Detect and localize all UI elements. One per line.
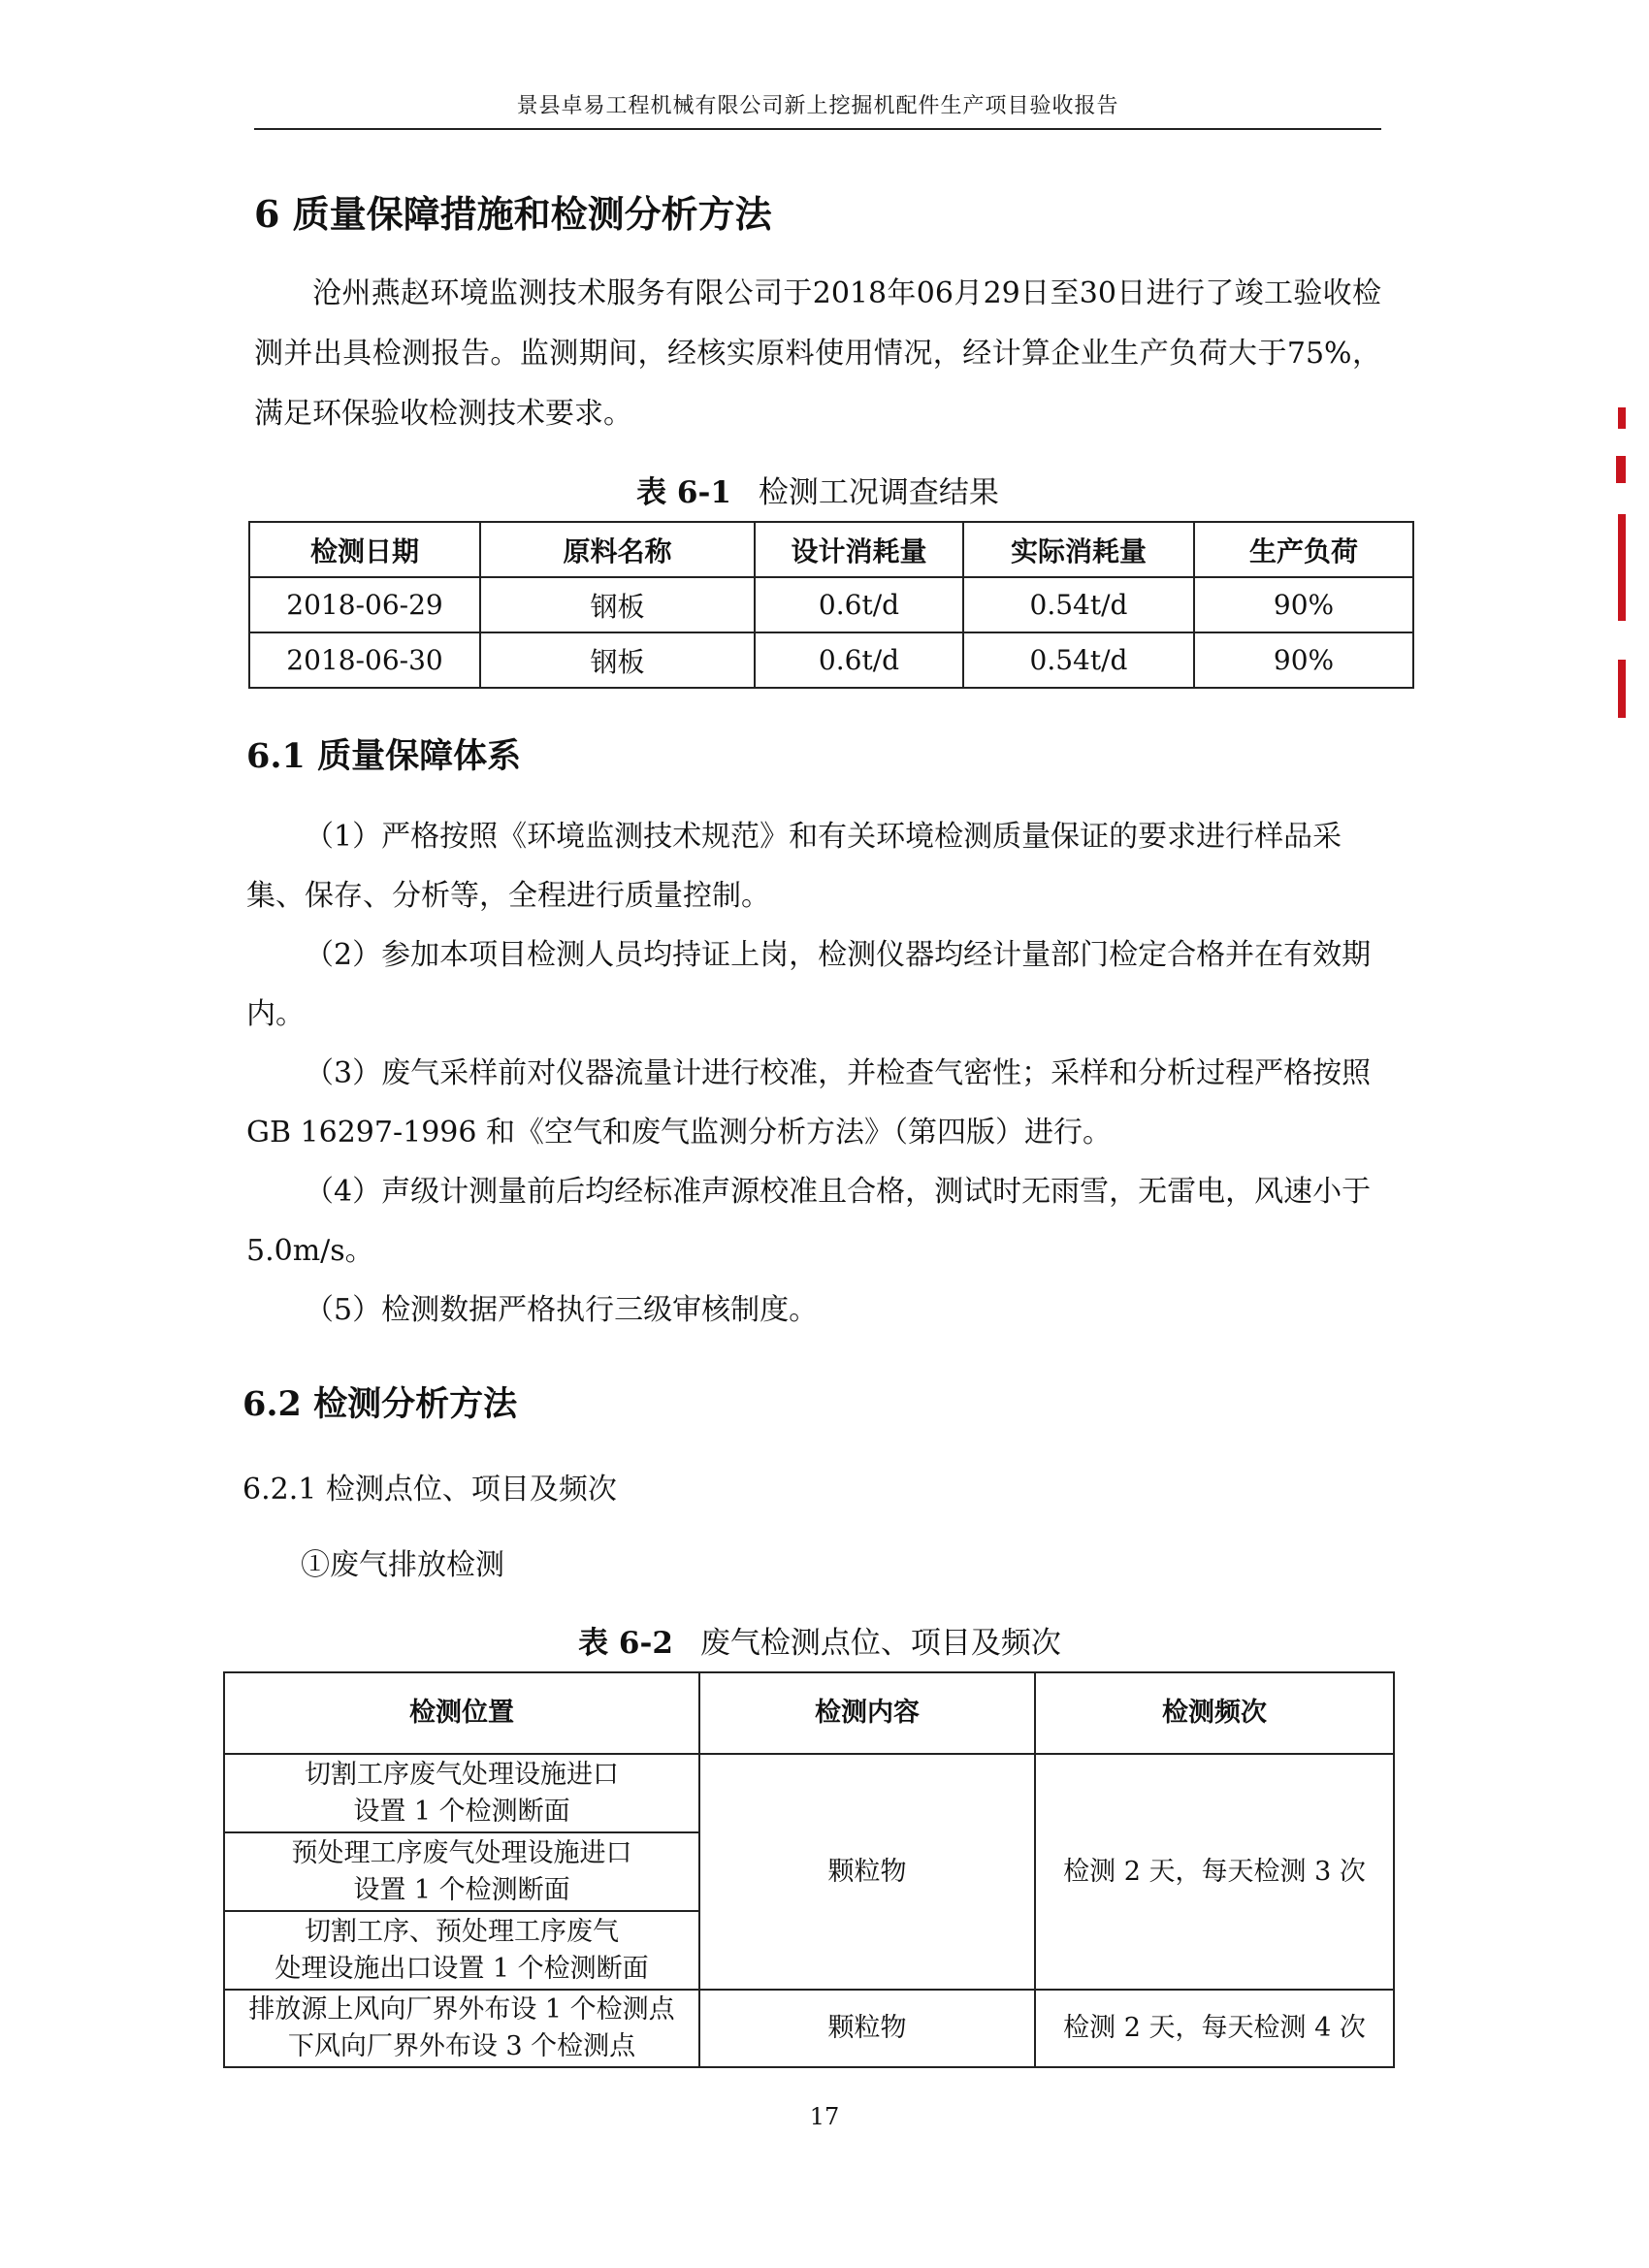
table-cell-frequency: 检测 2 天，每天检测 4 次: [1035, 1990, 1394, 2067]
position-line: 预处理工序废气处理设施进口: [291, 1837, 632, 1868]
table-row: [249, 632, 1413, 688]
table-6-1-number: 表 6-1: [636, 475, 731, 510]
table-cell-frequency: 检测 2 天，每天检测 3 次: [1035, 1754, 1394, 1990]
table-6-2-header: 检测位置: [224, 1672, 699, 1754]
scan-mark: [1616, 456, 1626, 483]
table-6-1-header: 实际消耗量: [963, 522, 1194, 577]
quality-item: （1）严格按照《环境监测技术规范》和有关环境检测质量保证的要求进行样品采集、保存、分析等，全程进行质量控制。: [246, 820, 1342, 913]
scan-mark: [1618, 660, 1626, 718]
table-6-1-header: 原料名称: [480, 522, 755, 577]
table-cell-content: 颗粒物: [699, 1754, 1035, 1990]
table-6-1-header-row: [249, 522, 1413, 577]
quality-item: （2）参加本项目检测人员均持证上岗，检测仪器均经计量部门检定合格并在有效期内。: [246, 938, 1372, 1031]
table-6-1-header: 检测日期: [249, 522, 480, 577]
table-cell-date: 2018-06-30: [249, 632, 480, 688]
quality-item: （5）检测数据严格执行三级审核制度。: [305, 1293, 819, 1327]
table-cell-design: 0.6t/d: [755, 632, 963, 688]
table-cell-material: 钢板: [480, 577, 755, 632]
table-cell-date: 2018-06-29: [249, 577, 480, 632]
table-6-1-title: 检测工况调查结果: [758, 475, 999, 510]
table-cell-load: 90%: [1194, 577, 1413, 632]
scan-mark: [1618, 514, 1626, 621]
running-header: 景县卓易工程机械有限公司新上挖掘机配件生产项目验收报告: [516, 94, 1119, 118]
position-line: 设置 1 个检测断面: [353, 1874, 570, 1905]
table-6-2: [223, 1671, 1395, 2068]
table-cell-position: [224, 1990, 699, 2067]
table-cell-actual: 0.54t/d: [963, 632, 1194, 688]
table-6-1-header: 生产负荷: [1194, 522, 1413, 577]
position-line: 切割工序废气处理设施进口: [305, 1759, 619, 1790]
quality-item: （4）声级计测量前后均经标准声源校准且合格，测试时无雨雪，无雷电，风速小于 5.0m/s。: [246, 1175, 1372, 1268]
section-6-2-1-title: 6.2.1 检测点位、项目及频次: [242, 1473, 617, 1507]
table-cell-content: 颗粒物: [699, 1990, 1035, 2067]
table-row: [224, 1754, 1394, 1832]
position-line: 设置 1 个检测断面: [353, 1796, 570, 1827]
table-row: [224, 1990, 1394, 2067]
table-cell-design: 0.6t/d: [755, 577, 963, 632]
table-6-2-caption: [242, 1618, 1397, 1662]
table-6-1-caption: [254, 468, 1381, 511]
table-row: [249, 577, 1413, 632]
page-number: 17: [809, 2103, 840, 2130]
table-cell-load: 90%: [1194, 632, 1413, 688]
table-6-2-title: 废气检测点位、项目及频次: [699, 1626, 1061, 1661]
table-cell-material: 钢板: [480, 632, 755, 688]
position-line: 处理设施出口设置 1 个检测断面: [275, 1953, 649, 1984]
table-6-2-header-row: [224, 1672, 1394, 1754]
quality-item: （3）废气采样前对仪器流量计进行校准，并检查气密性；采样和分析过程严格按照 GB 16297-1996 和《空气和废气监测分析方法》（第四版）进行。: [246, 1056, 1372, 1150]
section-6-title: 6 质量保障措施和检测分析方法: [254, 192, 772, 236]
header-divider: [254, 128, 1381, 130]
table-6-2-number: 表 6-2: [578, 1626, 673, 1661]
scan-mark: [1618, 407, 1626, 429]
table-cell-position: [224, 1832, 699, 1911]
section-6-1-title: 6.1 质量保障体系: [246, 736, 522, 776]
table-cell-position: [224, 1754, 699, 1832]
table-6-1: [248, 521, 1414, 689]
position-line: 切割工序、预处理工序废气: [305, 1916, 619, 1947]
section-6-1-items: [246, 807, 1381, 1340]
table-6-2-header: 检测内容: [699, 1672, 1035, 1754]
exhaust-detection-heading: ①废气排放检测: [301, 1548, 504, 1582]
position-line: 下风向厂界外布设 3 个检测点: [287, 2031, 636, 2061]
table-6-1-header: 设计消耗量: [755, 522, 963, 577]
section-6-intro: 沧州燕赵环境监测技术服务有限公司于2018年06月29日至30日进行了竣工验收检测并出具检测报告。监测期间，经核实原料使用情况，经计算企业生产负荷大于75%，满足环保验收检测技术要求。: [254, 276, 1381, 431]
table-cell-position: [224, 1911, 699, 1990]
position-line: 排放源上风向厂界外布设 1 个检测点: [248, 1994, 675, 2025]
table-6-2-header: 检测频次: [1035, 1672, 1394, 1754]
table-cell-actual: 0.54t/d: [963, 577, 1194, 632]
section-6-2-title: 6.2 检测分析方法: [242, 1384, 518, 1424]
